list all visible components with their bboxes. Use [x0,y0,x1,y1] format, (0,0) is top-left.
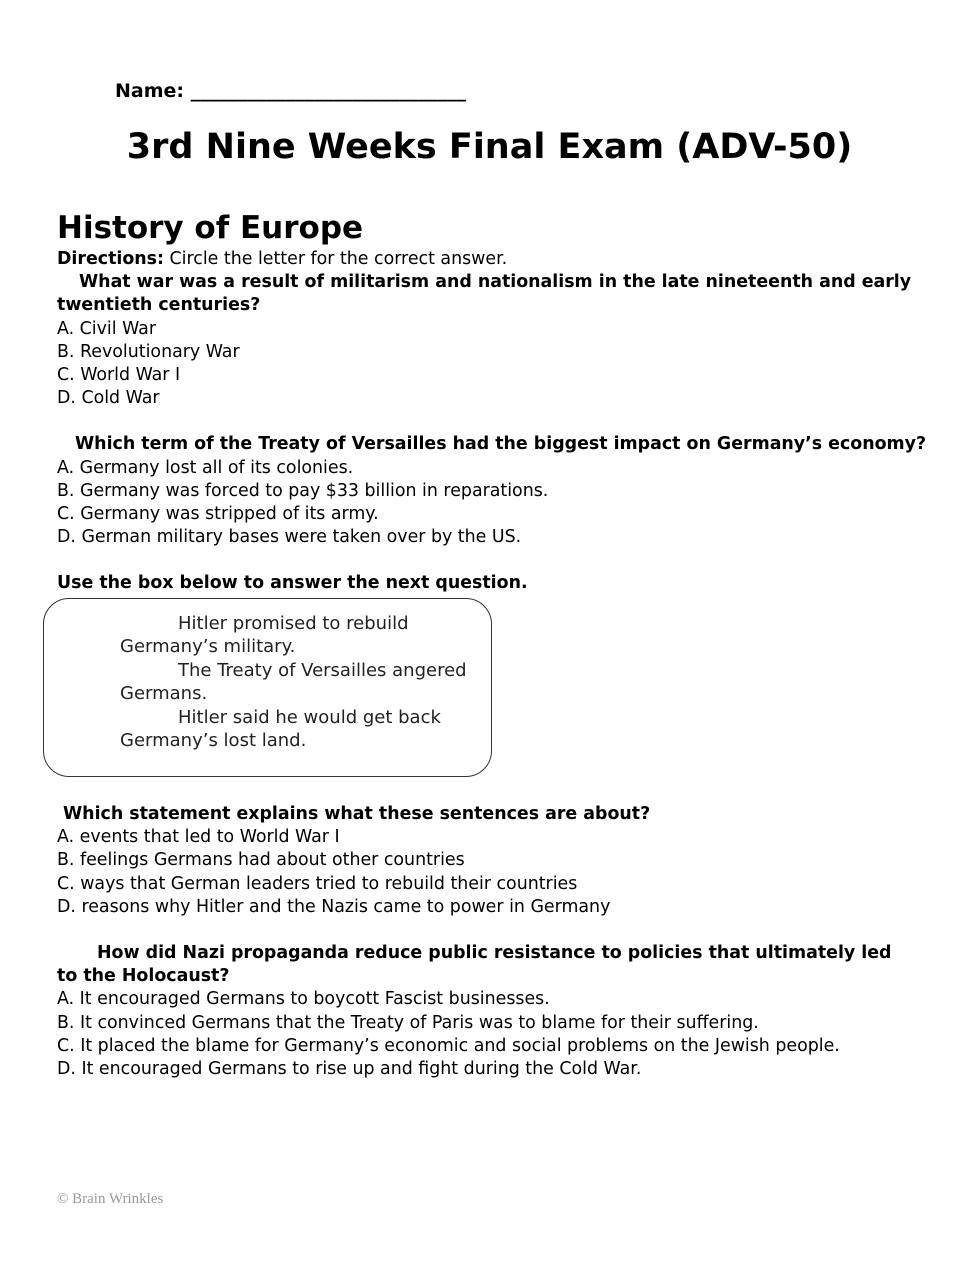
question-3-option-a[interactable]: A. events that led to World War I [57,827,340,848]
question-4-text: How did Nazi propaganda reduce public resistance to policies that ultimately led to the Holocaust? [57,943,892,987]
question-2-option-b[interactable]: B. Germany was forced to pay $33 billion in reparations. [57,480,549,501]
question-1-option-d[interactable]: D. Cold War [57,388,160,409]
exam-content-lower [57,803,917,1081]
exam-title: 3rd Nine Weeks Final Exam (ADV-50) [126,127,853,167]
section-title: History of Europe [57,210,364,246]
question-2-option-c[interactable]: C. Germany was stripped of its army. [57,504,379,525]
name-label: Name: [115,80,185,102]
box-line-4: Germans. [120,683,208,705]
directions-text: Circle the letter for the correct answer. [164,249,508,269]
exam-content [57,248,927,596]
copyright-footer: © Brain Wrinkles [57,1191,164,1207]
name-line [115,80,466,102]
name-blank[interactable]: _____________________________ [190,80,467,102]
question-4-option-b[interactable]: B. It convinced Germans that the Treaty of Paris was to blame for their suffering. [57,1012,759,1033]
question-2-option-d[interactable]: D. German military bases were taken over by the US. [57,527,522,548]
box-line-2: Germany’s military. [120,636,296,658]
directions-label: Directions: [57,249,164,269]
question-3-options [57,826,917,919]
box-line-6: Germany’s lost land. [120,730,307,752]
question-3-option-b[interactable]: B. feelings Germans had about other countries [57,850,465,871]
question-2-text: Which term of the Treaty of Versailles had the biggest impact on Germany’s economy? [75,434,927,455]
box-line-5: Hitler said he would get back [178,706,441,728]
question-1-option-c[interactable]: C. World War I [57,365,181,386]
question-1-option-b[interactable]: B. Revolutionary War [57,341,240,362]
reference-box-text [120,612,467,752]
box-line-1: Hitler promised to rebuild [178,613,409,634]
box-line-3: The Treaty of Versailles angered [178,659,467,681]
directions [57,248,917,271]
question-3-intro: Use the box below to answer the next question. [57,573,528,594]
question-4-options [57,988,917,1081]
question-2-options [57,457,917,550]
question-4-option-a[interactable]: A. It encouraged Germans to boycott Fascist businesses. [57,989,550,1010]
question-1-text: What war was a result of militarism and nationalism in the late nineteenth and early twentieth centuries? [57,272,912,316]
question-3-text: Which statement explains what these sentences are about? [63,804,651,824]
question-4-option-d[interactable]: D. It encouraged Germans to rise up and fight during the Cold War. [57,1059,642,1080]
question-2-option-a[interactable]: A. Germany lost all of its colonies. [57,457,354,478]
question-1-options [57,318,917,411]
spacer [57,549,917,572]
question-3-option-c[interactable]: C. ways that German leaders tried to rebuild their countries [57,873,578,894]
spacer [57,919,917,942]
question-3-option-d[interactable]: D. reasons why Hitler and the Nazis came to power in Germany [57,896,611,917]
question-4-option-c[interactable]: C. It placed the blame for Germany’s economic and social problems on the Jewish people. [57,1035,840,1056]
spacer [57,410,917,433]
question-1-option-a[interactable]: A. Civil War [57,318,156,339]
